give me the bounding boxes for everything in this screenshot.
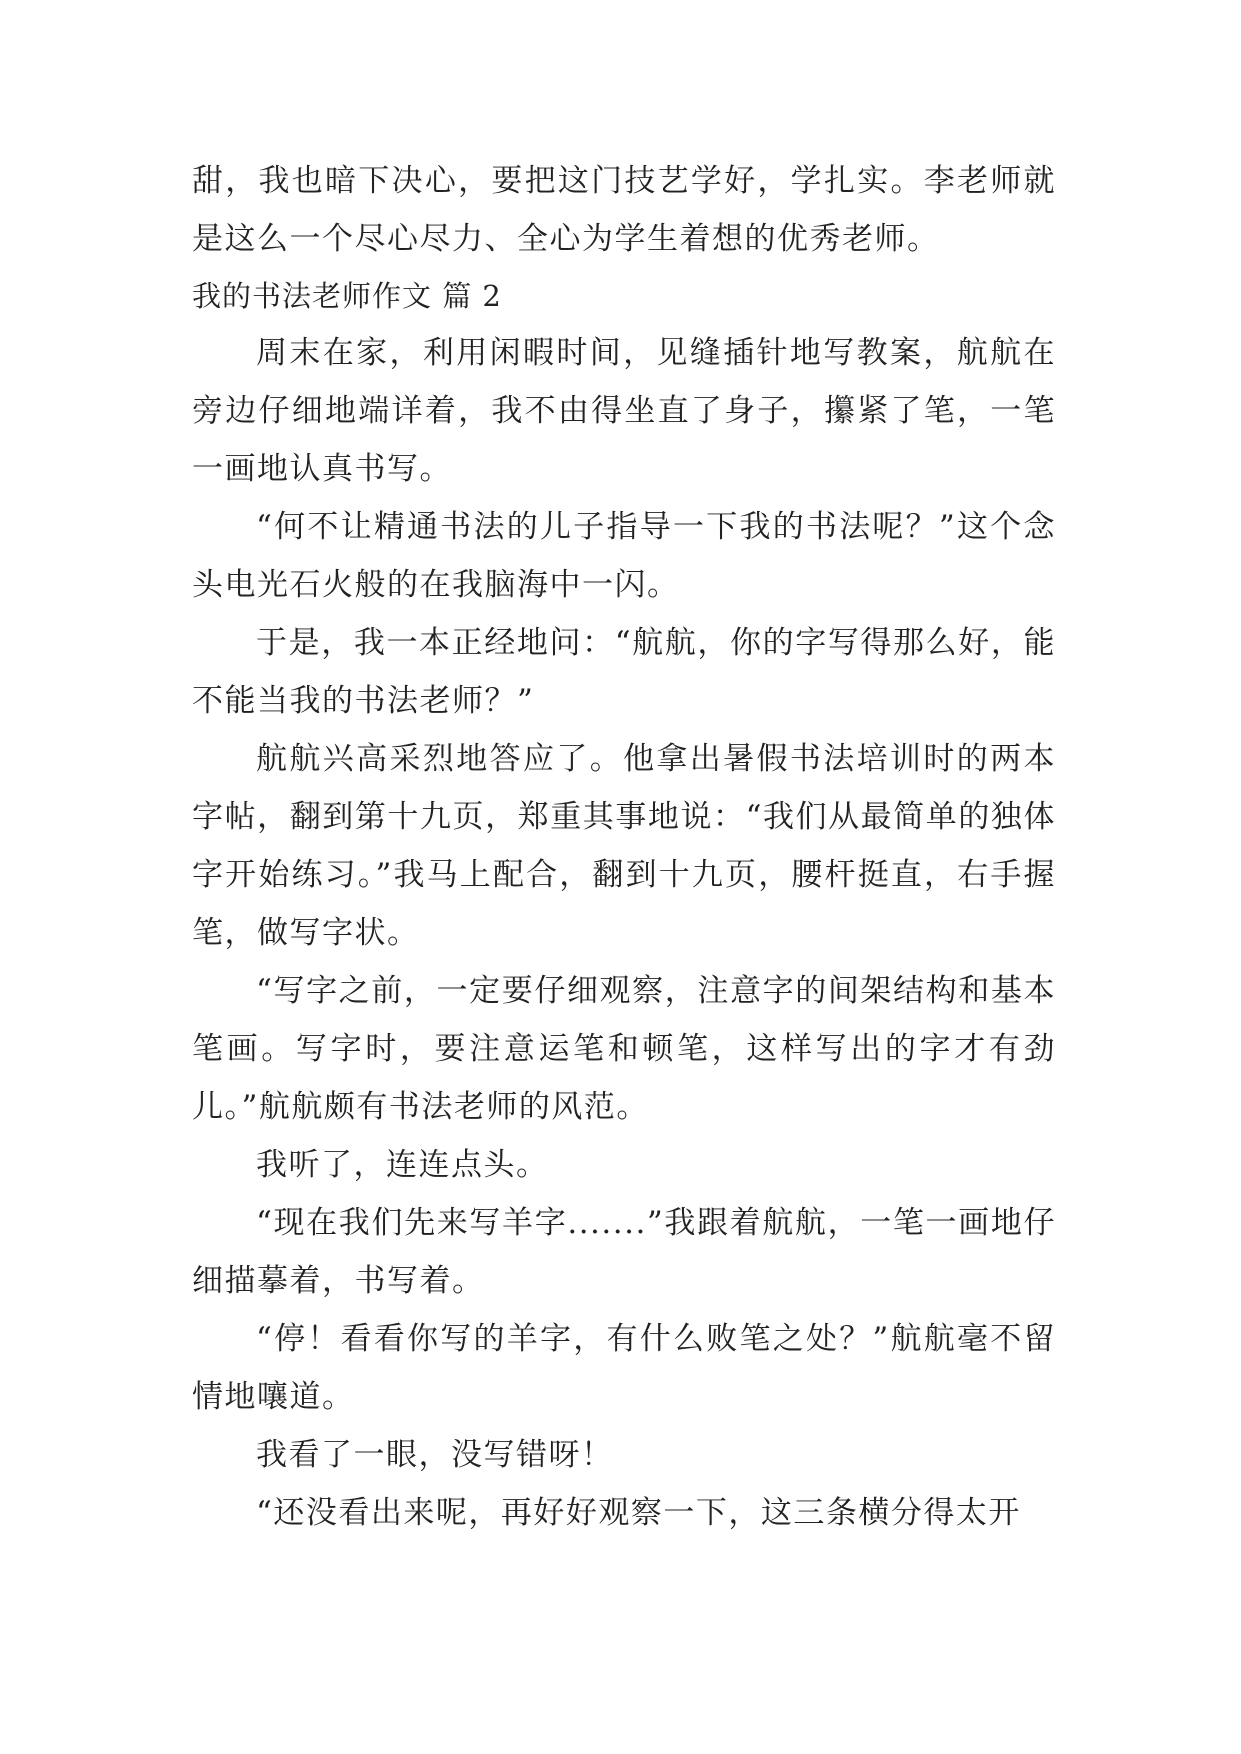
body-paragraph: “写字之前，一定要仔细观察，注意字的间架结构和基本笔画。写字时，要注意运笔和顿笔，这样写出的字才有劲儿。”航航颇有书法老师的风范。 — [192, 973, 1056, 1125]
document-page — [192, 152, 1056, 1542]
body-paragraph: 周末在家，利用闲暇时间，见缝插针地写教案，航航在旁边仔细地端详着，我不由得坐直了身子，攥紧了笔，一笔一画地认真书写。 — [192, 335, 1056, 487]
body-paragraph: “现在我们先来写羊字.......”我跟着航航，一笔一画地仔细描摹着，书写着。 — [192, 1205, 1056, 1299]
continuation-paragraph: 甜，我也暗下决心，要把这门技艺学好，学扎实。李老师就是这么一个尽心尽力、全心为学生着想的优秀老师。 — [192, 163, 1056, 257]
section-heading: 我的书法老师作文 篇 2 — [192, 279, 502, 313]
body-paragraph: 我看了一眼，没写错呀！ — [256, 1437, 614, 1473]
body-paragraph: 于是，我一本正经地问：“航航，你的字写得那么好，能不能当我的书法老师？” — [192, 625, 1056, 719]
body-paragraph: 我听了，连连点头。 — [256, 1147, 549, 1183]
body-paragraph: 航航兴高采烈地答应了。他拿出暑假书法培训时的两本字帖，翻到第十九页，郑重其事地说：“我们从最简单的独体字开始练习。”我马上配合，翻到十九页，腰杆挺直，右手握笔，做写字状。 — [192, 741, 1056, 951]
body-paragraph: “停！看看你写的羊字，有什么败笔之处？”航航毫不留情地嚷道。 — [192, 1321, 1056, 1415]
body-paragraph: “还没看出来呢，再好好观察一下，这三条横分得太开 — [256, 1495, 1021, 1531]
body-paragraph: “何不让精通书法的儿子指导一下我的书法呢？”这个念头电光石火般的在我脑海中一闪。 — [192, 509, 1056, 603]
